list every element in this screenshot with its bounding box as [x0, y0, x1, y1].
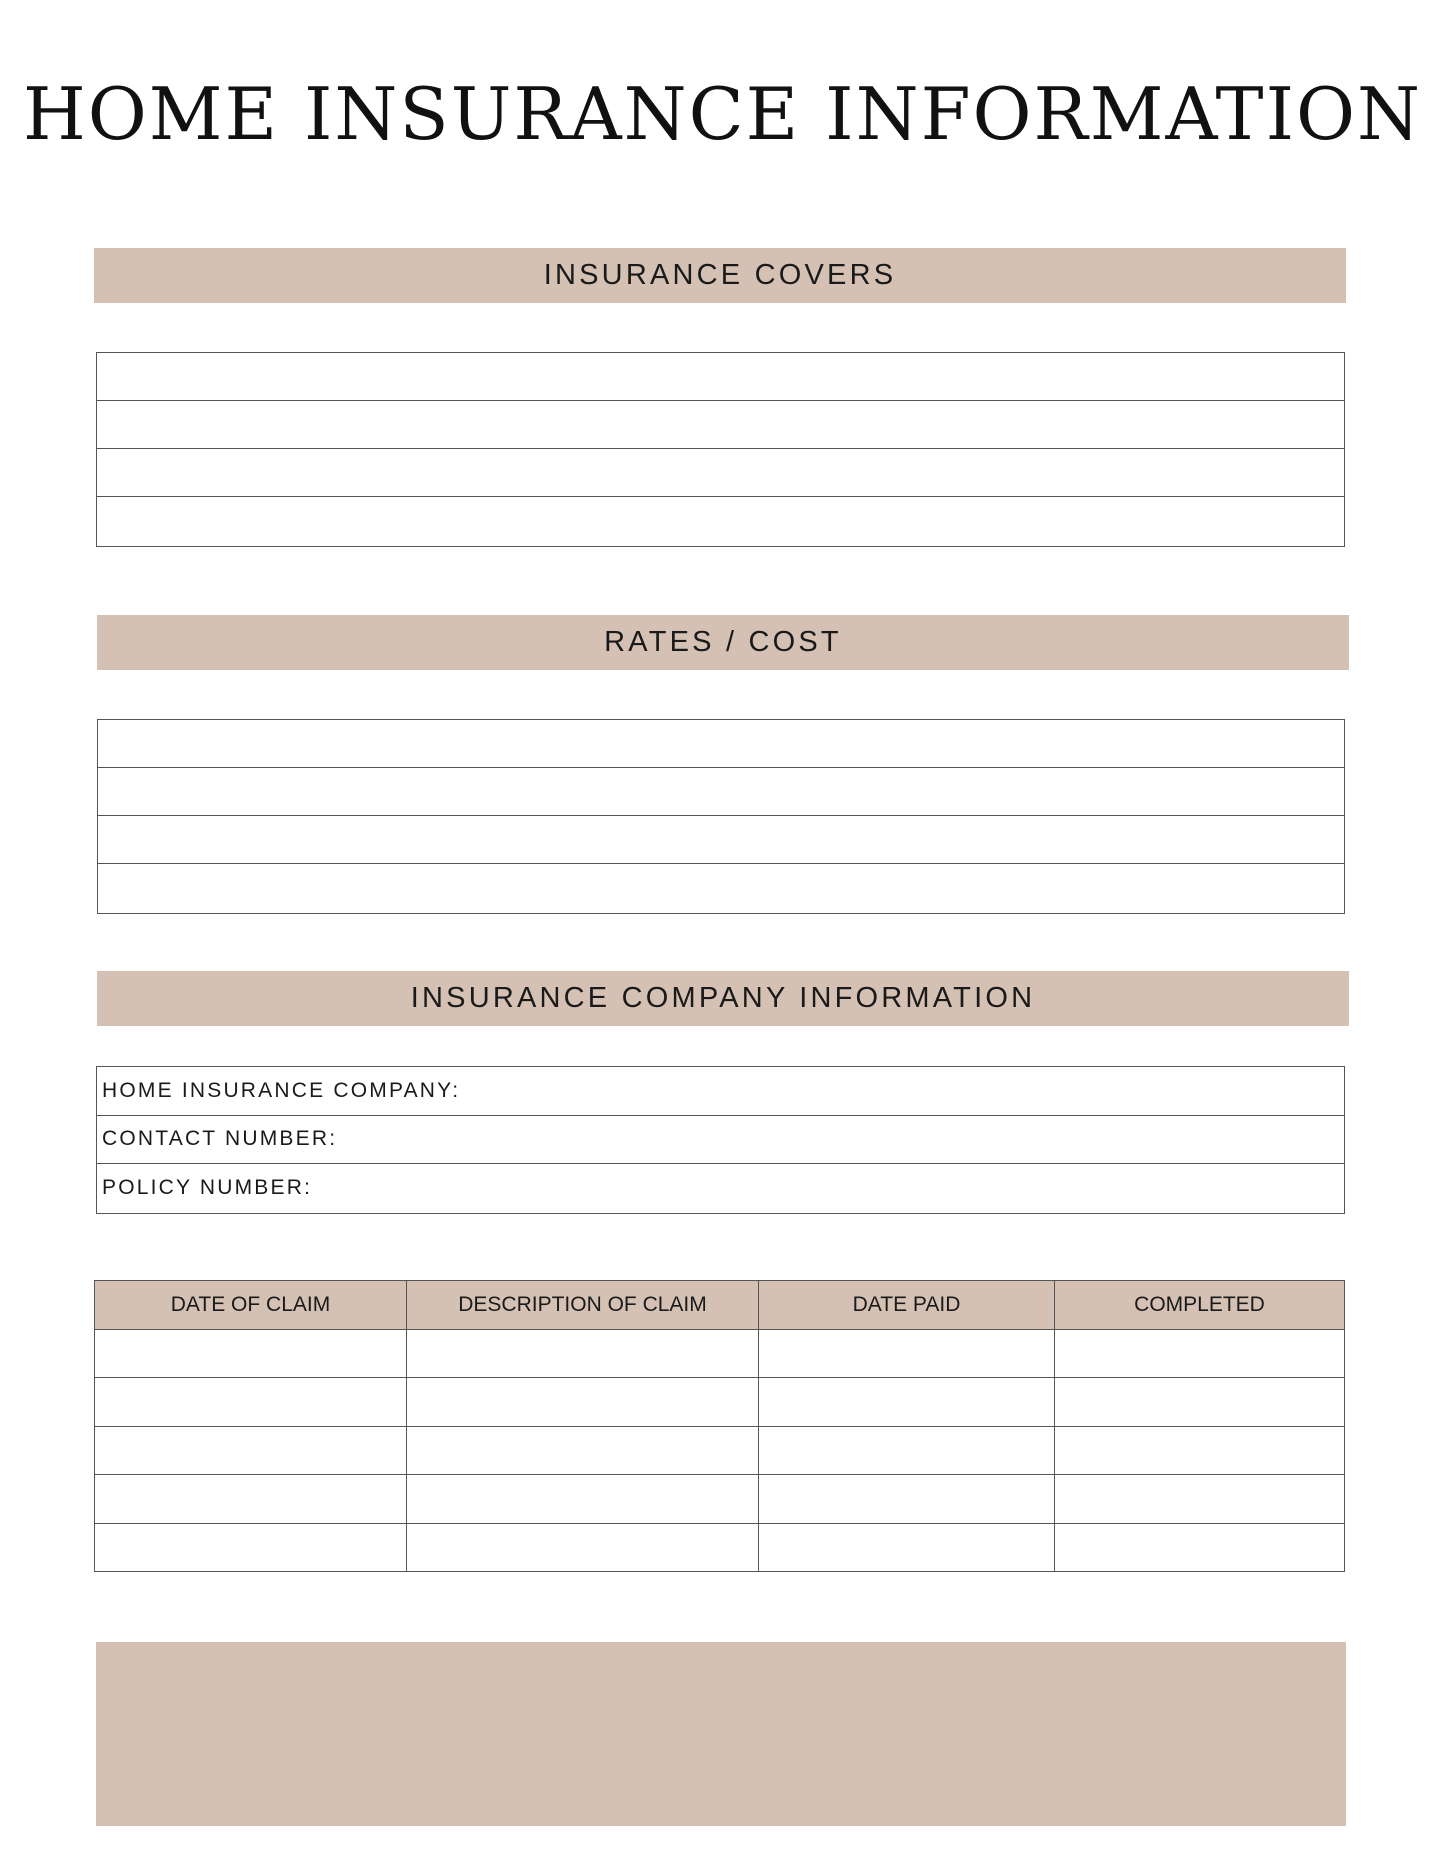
- writing-line[interactable]: [98, 720, 1344, 768]
- rates-cost-lines: [97, 719, 1345, 914]
- date-paid-cell[interactable]: [759, 1329, 1055, 1378]
- writing-line[interactable]: [98, 768, 1344, 816]
- writing-line[interactable]: [97, 449, 1344, 497]
- company-info-heading: INSURANCE COMPANY INFORMATION: [410, 982, 1036, 1014]
- table-row: [95, 1475, 1345, 1524]
- date-of-claim-cell[interactable]: [95, 1426, 407, 1475]
- column-header-date-paid: DATE PAID: [759, 1281, 1055, 1330]
- date-of-claim-cell[interactable]: [95, 1523, 407, 1572]
- description-of-claim-cell[interactable]: [407, 1426, 759, 1475]
- company-info-header: [97, 971, 1349, 1026]
- rates-cost-heading: RATES / COST: [604, 626, 842, 658]
- date-paid-cell[interactable]: [759, 1523, 1055, 1572]
- column-header-completed: COMPLETED: [1055, 1281, 1345, 1330]
- column-header-date-of-claim: DATE OF CLAIM: [95, 1281, 407, 1330]
- completed-cell[interactable]: [1055, 1523, 1345, 1572]
- completed-cell[interactable]: [1055, 1426, 1345, 1475]
- description-of-claim-cell[interactable]: [407, 1329, 759, 1378]
- insurance-company-label: HOME INSURANCE COMPANY:: [102, 1078, 461, 1102]
- date-of-claim-cell[interactable]: [95, 1329, 407, 1378]
- insurance-covers-heading: INSURANCE COVERS: [543, 259, 897, 291]
- claims-header-row: [95, 1281, 1345, 1330]
- table-row: [95, 1523, 1345, 1572]
- notes-block[interactable]: [96, 1642, 1346, 1826]
- completed-cell[interactable]: [1055, 1475, 1345, 1524]
- description-of-claim-cell[interactable]: [407, 1378, 759, 1427]
- description-of-claim-cell[interactable]: [407, 1475, 759, 1524]
- date-of-claim-cell[interactable]: [95, 1475, 407, 1524]
- policy-number-field[interactable]: [97, 1164, 1344, 1213]
- completed-cell[interactable]: [1055, 1329, 1345, 1378]
- column-header-description-of-claim: DESCRIPTION OF CLAIM: [407, 1281, 759, 1330]
- date-of-claim-cell[interactable]: [95, 1378, 407, 1427]
- insurance-company-field[interactable]: [97, 1067, 1344, 1116]
- description-of-claim-cell[interactable]: [407, 1523, 759, 1572]
- completed-cell[interactable]: [1055, 1378, 1345, 1427]
- rates-cost-header: [97, 615, 1349, 670]
- table-row: [95, 1426, 1345, 1475]
- writing-line[interactable]: [98, 816, 1344, 864]
- claims-table: [94, 1280, 1345, 1572]
- writing-line[interactable]: [97, 497, 1344, 545]
- company-info-fields: [96, 1066, 1345, 1214]
- date-paid-cell[interactable]: [759, 1378, 1055, 1427]
- page-title: HOME INSURANCE INFORMATION: [22, 72, 1423, 156]
- insurance-covers-header: [94, 248, 1346, 303]
- writing-line[interactable]: [97, 353, 1344, 401]
- writing-line[interactable]: [97, 401, 1344, 449]
- date-paid-cell[interactable]: [759, 1426, 1055, 1475]
- table-row: [95, 1378, 1345, 1427]
- policy-number-label: POLICY NUMBER:: [102, 1176, 313, 1200]
- contact-number-label: CONTACT NUMBER:: [102, 1127, 338, 1151]
- contact-number-field[interactable]: [97, 1116, 1344, 1165]
- table-row: [95, 1329, 1345, 1378]
- date-paid-cell[interactable]: [759, 1475, 1055, 1524]
- insurance-covers-lines: [96, 352, 1345, 547]
- writing-line[interactable]: [98, 864, 1344, 912]
